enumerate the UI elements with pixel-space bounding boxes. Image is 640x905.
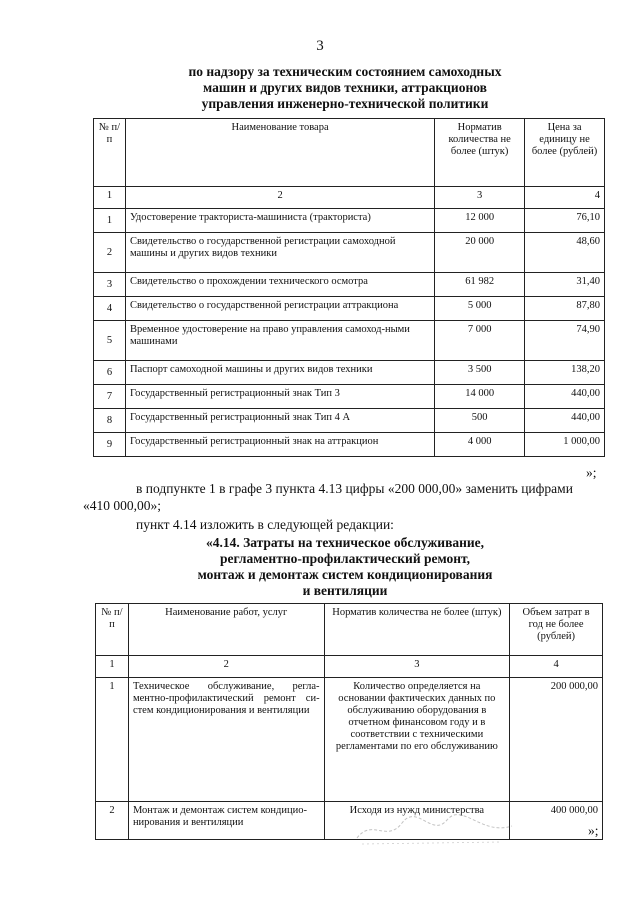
table-row: [94, 321, 605, 361]
index-cell: 2: [125, 187, 434, 209]
row-name: Государственный регистрационный знак на аттракцион: [125, 433, 434, 457]
row-name: Свидетельство о государственной регистрации аттракциона: [125, 297, 434, 321]
table1-heading: [0, 64, 640, 112]
index-cell: 1: [94, 187, 126, 209]
table-header-row: [96, 604, 603, 656]
header-name: Наименование работ, услуг: [128, 604, 324, 656]
row-qty: 3 500: [435, 361, 525, 385]
row-name: Свидетельство о государственной регистрации самоходной машины и других видов техники: [125, 233, 434, 273]
header-num: № п/п: [96, 604, 129, 656]
row-name: Паспорт самоходной машины и других видов техники: [125, 361, 434, 385]
closing-quote: »;: [586, 465, 597, 480]
row-num: 5: [94, 321, 126, 361]
table-row: [94, 233, 605, 273]
table-row: [94, 385, 605, 409]
index-row: [94, 187, 605, 209]
row-qty: 20 000: [435, 233, 525, 273]
heading-line: по надзору за техническим состоянием самоходных: [188, 64, 502, 79]
index-cell: 1: [96, 656, 129, 678]
table-row: [94, 273, 605, 297]
row-num: 2: [96, 802, 129, 840]
row-price: 76,10: [525, 209, 605, 233]
index-cell: 3: [324, 656, 510, 678]
row-price: 440,00: [525, 385, 605, 409]
table-row: [94, 361, 605, 385]
heading-line: машин и других видов техники, аттракционов: [203, 80, 487, 95]
row-name: Свидетельство о прохождении технического осмотра: [125, 273, 434, 297]
row-price: 74,90: [525, 321, 605, 361]
header-sum: Объем затрат в год не более (рублей): [510, 604, 603, 656]
row-num: 6: [94, 361, 126, 385]
row-price: 440,00: [525, 409, 605, 433]
paragraph-amend-4-13: в подпункте 1 в графе 3 пункта 4.13 цифры «200 000,00» заменить цифрами: [136, 481, 573, 496]
row-price: 87,80: [525, 297, 605, 321]
index-cell: 4: [510, 656, 603, 678]
row-name: Техническое обслуживание, регла-ментно-профилактический ремонт си-стем кондиционирования и вентиляции: [128, 678, 324, 802]
row-num: 9: [94, 433, 126, 457]
header-qty: Норматив количества не более (штук): [435, 119, 525, 187]
heading-line: и вентиляции: [302, 583, 388, 598]
row-name: Удостоверение тракториста-машиниста (тракториста): [125, 209, 434, 233]
header-price: Цена за единицу не более (рублей): [525, 119, 605, 187]
row-num: 8: [94, 409, 126, 433]
row-num: 1: [96, 678, 129, 802]
row-price: 1 000,00: [525, 433, 605, 457]
header-name: Наименование товара: [125, 119, 434, 187]
row-price: 31,40: [525, 273, 605, 297]
table-row: [96, 802, 603, 840]
row-price: 138,20: [525, 361, 605, 385]
row-qty: 4 000: [435, 433, 525, 457]
row-sum: 400 000,00: [510, 802, 603, 840]
index-cell: 4: [525, 187, 605, 209]
row-qty: 5 000: [435, 297, 525, 321]
row-qty: Количество определяется на основании фактических данных по обслуживанию оборудования в отчетном финансовом году и в соответствии с техническими регламентами по его обслуживанию: [324, 678, 510, 802]
row-qty: Исходя из нужд министерства: [324, 802, 510, 840]
row-name: Государственный регистрационный знак Тип 4 А: [125, 409, 434, 433]
row-qty: 14 000: [435, 385, 525, 409]
row-sum: 200 000,00: [510, 678, 603, 802]
heading-line: регламентно-профилактический ремонт,: [219, 551, 471, 566]
row-qty: 7 000: [435, 321, 525, 361]
row-num: 2: [94, 233, 126, 273]
index-cell: 2: [128, 656, 324, 678]
header-num: № п/п: [94, 119, 126, 187]
signature-mark: [352, 808, 522, 848]
page-number: 3: [316, 38, 324, 54]
row-num: 4: [94, 297, 126, 321]
index-cell: 3: [435, 187, 525, 209]
paragraph-amend-4-14: пункт 4.14 изложить в следующей редакции:: [136, 517, 394, 532]
table-row: [94, 409, 605, 433]
row-name: Временное удостоверение на право управления самоход-ными машинами: [125, 321, 434, 361]
row-num: 7: [94, 385, 126, 409]
paragraph-amend-4-13-cont: «410 000,00»;: [83, 498, 162, 513]
row-name: Государственный регистрационный знак Тип 3: [125, 385, 434, 409]
table-header-row: [94, 119, 605, 187]
table-row: [94, 297, 605, 321]
table2-heading: [0, 535, 640, 599]
table-row: [96, 678, 603, 802]
heading-line: управления инженерно-технической политики: [201, 96, 489, 111]
row-qty: 500: [435, 409, 525, 433]
row-qty: 12 000: [435, 209, 525, 233]
goods-table: [93, 118, 605, 457]
header-qty: Норматив количества не более (штук): [324, 604, 510, 656]
index-row: [96, 656, 603, 678]
row-name: Монтаж и демонтаж систем кондицио-нирования и вентиляции: [128, 802, 324, 840]
services-table: [95, 603, 603, 840]
row-num: 1: [94, 209, 126, 233]
heading-line: монтаж и демонтаж систем кондиционирования: [197, 567, 493, 582]
row-price: 48,60: [525, 233, 605, 273]
table-row: [94, 433, 605, 457]
closing-quote: »;: [588, 823, 599, 838]
row-num: 3: [94, 273, 126, 297]
heading-line: «4.14. Затраты на техническое обслуживание,: [205, 535, 485, 550]
row-qty: 61 982: [435, 273, 525, 297]
table-row: [94, 209, 605, 233]
